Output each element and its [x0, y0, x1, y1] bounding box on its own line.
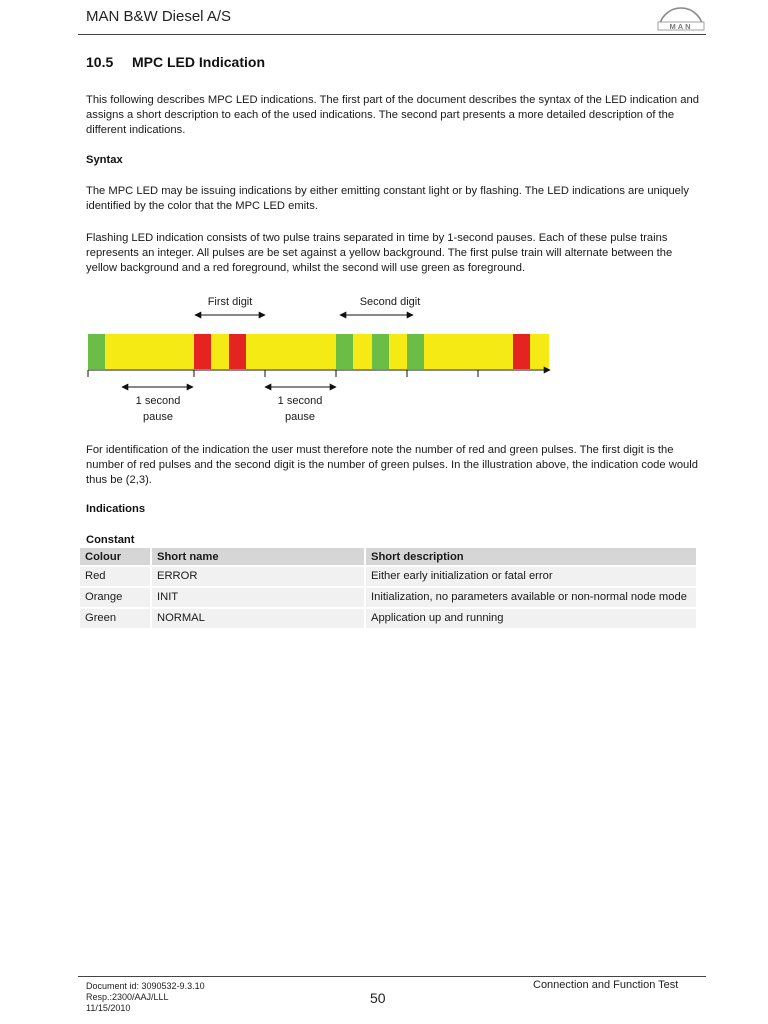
- footer-document-info: [86, 981, 205, 1014]
- cell-short-name: INIT: [150, 586, 364, 607]
- table-row: [80, 586, 696, 607]
- pause-1-label-line1: 1 second: [135, 395, 181, 407]
- section-title-text: MPC LED Indication: [132, 54, 265, 70]
- header-divider: [78, 34, 706, 35]
- green-pulse: [407, 334, 424, 369]
- footer-date: 11/15/2010: [86, 1003, 131, 1013]
- cell-short-description: Initialization, no parameters available or non-normal node mode: [364, 586, 696, 607]
- cell-colour: Red: [80, 565, 150, 586]
- red-pulse: [513, 334, 530, 369]
- constant-indications-table: [80, 548, 696, 628]
- pause-2-label-line2: pause: [285, 411, 315, 423]
- table-row: [80, 565, 696, 586]
- red-pulse: [229, 334, 246, 369]
- green-pulse: [372, 334, 389, 369]
- first-digit-label: First digit: [207, 296, 253, 308]
- page-number: 50: [370, 990, 386, 1006]
- cell-short-description: Application up and running: [364, 607, 696, 628]
- footer-divider: [78, 976, 706, 977]
- syntax-paragraph-1: The MPC LED may be issuing indications by either emitting constant light or by flashing. The LED indications are uniquely identified by the color that the MPC LED emits.: [86, 185, 689, 212]
- cell-short-description: Either early initialization or fatal error: [364, 565, 696, 586]
- led-pulse-diagram: [80, 290, 560, 430]
- cell-colour: Orange: [80, 586, 150, 607]
- pause-2-label-line1: 1 second: [277, 395, 323, 407]
- footer-document-title: Connection and Function Test: [533, 979, 679, 991]
- green-pulse: [336, 334, 353, 369]
- cell-short-name: NORMAL: [150, 607, 364, 628]
- syntax-heading: Syntax: [86, 154, 123, 166]
- section-title: [86, 54, 265, 70]
- footer-resp: Resp.:2300/AAJ/LLL: [86, 992, 169, 1002]
- syntax-paragraph-2: Flashing LED indication consists of two pulse trains separated in time by 1-second pauses. Each of these pulse trains represents an integer. All pulses are be set against a yellow background. The first pulse train will alternate between the yellow background and a red foreground, whilst the second will use green as foreground.: [86, 232, 673, 274]
- cell-colour: Green: [80, 607, 150, 628]
- constant-heading: Constant: [86, 534, 135, 546]
- time-ticks: [88, 370, 478, 377]
- pause-1-label-line2: pause: [143, 411, 173, 423]
- second-digit-label: Second digit: [359, 296, 421, 308]
- identification-paragraph: For identification of the indication the user must therefore note the number of red and green pulses. The first digit is the number of red pulses and the second digit is the number of green pulses. In the illustration above, the indication code would thus be (2,3).: [86, 444, 698, 486]
- green-pulse: [88, 334, 105, 369]
- table-header-row: [80, 548, 696, 565]
- man-logo: [656, 2, 706, 32]
- section-number: 10.5: [86, 54, 114, 70]
- cell-short-name: ERROR: [150, 565, 364, 586]
- col-header-short-description: Short description: [364, 548, 696, 565]
- col-header-short-name: Short name: [150, 548, 364, 565]
- footer-doc-id: Document id: 3090532-9.3.10: [86, 981, 205, 991]
- intro-paragraph: This following describes MPC LED indications. The first part of the document describes the syntax of the LED indication and assigns a short description to each of the used indications. The second part presents a more detailed description of the different indications.: [86, 94, 699, 136]
- logo-text: MAN: [669, 22, 693, 31]
- red-pulse: [194, 334, 211, 369]
- header-company-name: MAN B&W Diesel A/S: [86, 8, 232, 25]
- table-row: [80, 607, 696, 628]
- indications-heading: Indications: [86, 503, 146, 515]
- col-header-colour: Colour: [80, 548, 150, 565]
- pulse-bar-background: [88, 334, 549, 369]
